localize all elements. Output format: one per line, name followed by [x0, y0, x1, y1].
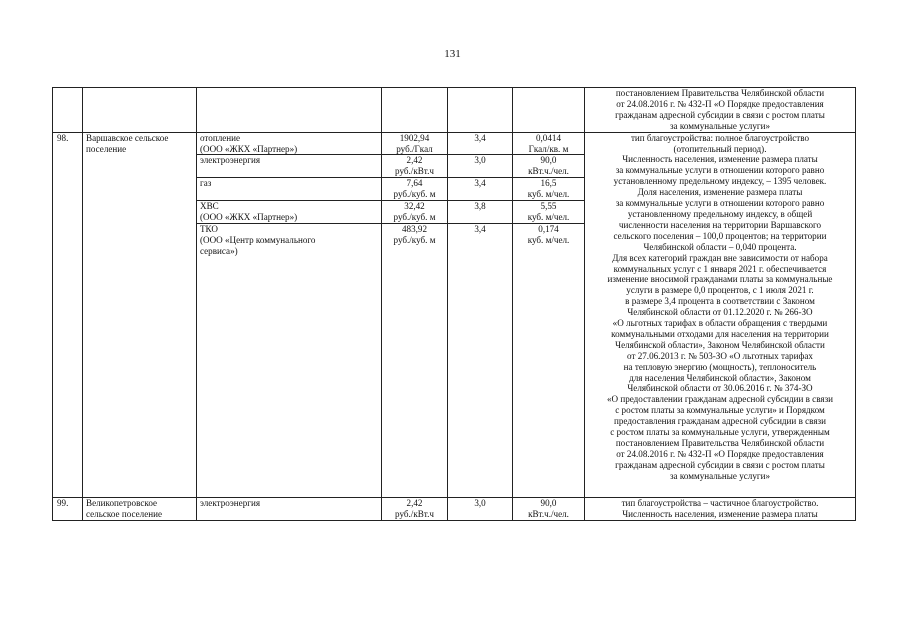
- cell-num: 98.: [53, 132, 83, 497]
- cell-index: [448, 88, 513, 133]
- cell-norm: 0,0414 Гкал/кв. м: [513, 132, 585, 155]
- cell-norm-empty: [513, 257, 585, 498]
- cell-norm: 90,0 кВт.ч./чел.: [513, 155, 585, 178]
- cell-num: 99.: [53, 498, 83, 521]
- cell-index: 3,0: [448, 498, 513, 521]
- cell-index: 3,4: [448, 178, 513, 201]
- table-row-continuation: [53, 88, 856, 133]
- cell-service: газ: [197, 178, 382, 201]
- page-number: 131: [444, 48, 461, 60]
- cell-tariff: 7,64 руб./куб. м: [382, 178, 448, 201]
- cell-service: отопление (ООО «ЖКХ «Партнер»): [197, 132, 382, 155]
- cell-index: 3,4: [448, 223, 513, 256]
- cell-settlement: [83, 88, 197, 133]
- cell-service: электроэнергия: [197, 498, 382, 521]
- cell-num: [53, 88, 83, 133]
- cell-description: тип благоустройства: полное благоустройство (отопительный период). Численность населения, изменение размера платы за коммунальные услуги в отношении которого равно установленному предельному индексу, – 1395 человек. Доля населения, изменение размера платы за коммунальные услуги в отношении которого равно установленному предельному индексу, в общей численности населения на территории Варшавского сельского поселения – 100,0 процентов; на территории Челябинской области – 0,040 процента. Для всех категорий граждан вне зависимости от набора коммунальных услуг с 1 января 2021 г. обеспечивается изменение вносимой гражданами платы за коммунальные услуги в размере 0,0 процентов, с 1 июля 2021 г. в размере 3,4 процента в соответствии с Законом Челябинской области от 01.12.2020 г. № 266-ЗО «О льготных тарифах в области обращения с твердыми коммунальными отходами для населения на территории Челябинской области», Законом Челябинской области от 27.06.2013 г. № 503-ЗО «О льготных тарифах на тепловую энергию (мощность), теплоноситель для населения Челябинской области», Законом Челябинской области от 30.06.2016 г. № 374-ЗО «О предоставлении гражданам адресной субсидии в связи с ростом платы за коммунальные услуги» и Порядком предоставления гражданам адресной субсидии в связи с ростом платы за коммунальные услуги, утвержденным постановлением Правительства Челябинской области от 24.08.2016 г. № 432-П «О Порядке предоставления гражданам адресной субсидии в связи с ростом платы за коммунальные услуги»: [585, 132, 856, 497]
- table-row-98: [53, 132, 856, 155]
- cell-tariff: 2,42 руб./кВт.ч: [382, 498, 448, 521]
- cell-description: постановлением Правительства Челябинской области от 24.08.2016 г. № 432-П «О Порядке предоставления гражданам адресной субсидии в связи с ростом платы за коммунальные услуги»: [585, 88, 856, 133]
- cell-service: электроэнергия: [197, 155, 382, 178]
- cell-service-empty: [197, 257, 382, 498]
- cell-description: тип благоустройства – частичное благоустройство. Численность населения, изменение размера платы: [585, 498, 856, 521]
- cell-norm: 5,55 куб. м/чел.: [513, 201, 585, 224]
- cell-tariff: 32,42 руб./куб. м: [382, 201, 448, 224]
- cell-settlement: Варшавское сельское поселение: [83, 132, 197, 497]
- tariff-table: [52, 87, 856, 521]
- cell-service: ХВС (ООО «ЖКХ «Партнер»): [197, 201, 382, 224]
- table-row-99: [53, 498, 856, 521]
- cell-norm: 90,0 кВт.ч./чел.: [513, 498, 585, 521]
- cell-tariff-empty: [382, 257, 448, 498]
- cell-service: [197, 88, 382, 133]
- cell-index: 3,4: [448, 132, 513, 155]
- cell-tariff: 2,42 руб./кВт.ч: [382, 155, 448, 178]
- cell-tariff: 483,92 руб./куб. м: [382, 223, 448, 256]
- cell-service: ТКО (ООО «Центр коммунального сервиса»): [197, 223, 382, 256]
- cell-index-empty: [448, 257, 513, 498]
- cell-settlement: Великопетровское сельское поселение: [83, 498, 197, 521]
- cell-norm: [513, 88, 585, 133]
- cell-index: 3,8: [448, 201, 513, 224]
- cell-norm: 16,5 куб. м/чел.: [513, 178, 585, 201]
- cell-tariff: 1902,94 руб./Гкал: [382, 132, 448, 155]
- cell-norm: 0,174 куб. м/чел.: [513, 223, 585, 256]
- cell-tariff: [382, 88, 448, 133]
- cell-index: 3,0: [448, 155, 513, 178]
